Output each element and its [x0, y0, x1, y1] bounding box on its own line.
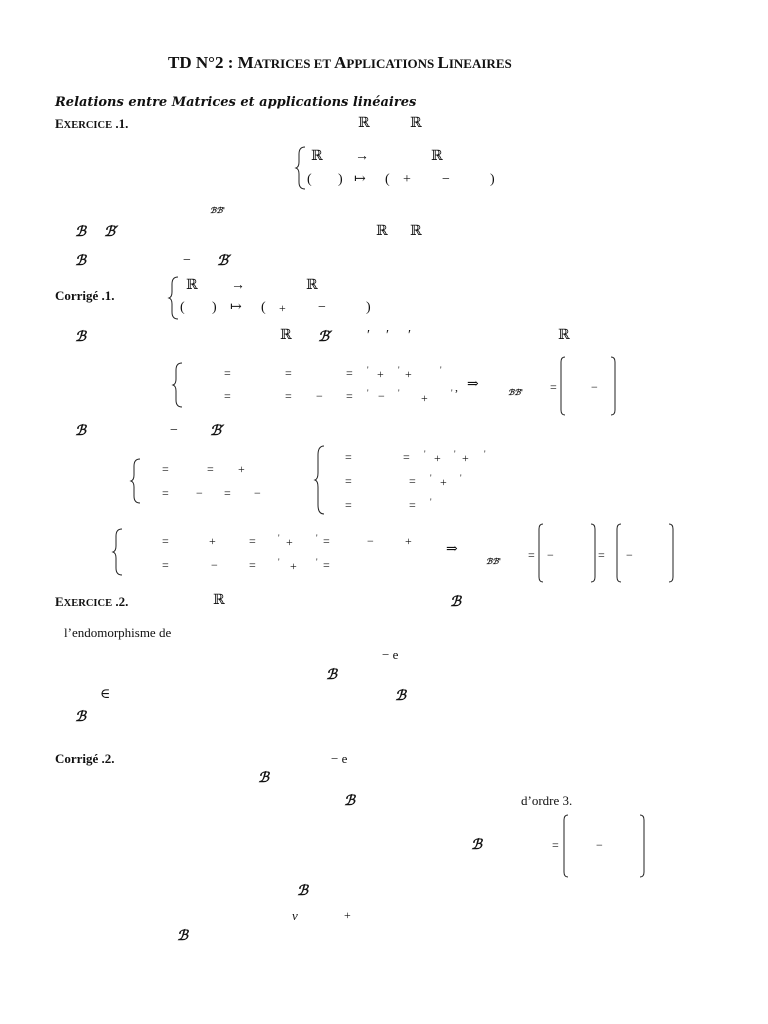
- cor1-sys4-brace: [112, 528, 124, 576]
- cor1-minus-2: −: [170, 423, 178, 438]
- cor1-s2-minus-2: −: [254, 486, 261, 500]
- ex1-B-2: ℬ: [75, 253, 87, 269]
- cor1-s2-minus-1: −: [196, 486, 203, 500]
- cor1-s1-apos-1: ': [367, 365, 369, 375]
- cor1-s4-apos-2: ': [316, 533, 318, 543]
- ex1-map-plus: +: [403, 172, 411, 187]
- cor1-s1-apos-6: ': [451, 388, 453, 398]
- ex1-map-mapsto: ↦: [354, 172, 366, 187]
- cor1-Bprime-2: ℬ′: [210, 423, 225, 439]
- cor1-map-open2: (: [261, 300, 266, 315]
- cor1-s4-minus-2: −: [211, 558, 218, 572]
- cor1-s1-apos-2: ': [398, 365, 400, 375]
- cor1-s4-plus-3: +: [405, 534, 412, 548]
- cor1-s4-implies: ⇒: [446, 542, 458, 557]
- cor1-s4-minus-1: −: [367, 534, 374, 548]
- ex1-map-codomain: ℝ: [431, 149, 443, 164]
- cor2-matrix-minus: −: [596, 838, 603, 852]
- exercice-2-label: EXERCICE .2.: [55, 594, 129, 609]
- cor2-eq: =: [552, 838, 559, 852]
- cor1-s1-apos-4: ': [367, 388, 369, 398]
- cor1-s4-eq-5: =: [249, 558, 256, 572]
- cor1-s1-eq-5: =: [285, 389, 292, 403]
- cor1-s1-eq-4: =: [224, 389, 231, 403]
- ex1-R-3: ℝ: [376, 224, 388, 239]
- ex1-minus: −: [183, 253, 191, 268]
- cor1-s3-eq-2: =: [403, 450, 410, 464]
- cor1-sys2-brace: [130, 458, 142, 504]
- cor2-plus: +: [344, 908, 351, 922]
- cor1-s3-eq-5: =: [345, 498, 352, 512]
- cor2-minus-e: − e: [331, 751, 348, 766]
- ex2-R: ℝ: [213, 593, 225, 608]
- cor1-s4-apos-1: ': [278, 533, 280, 543]
- cor1-s2-eq-2: =: [207, 462, 214, 476]
- cor1-s4-matrix2-minus: −: [626, 548, 633, 562]
- cor1-s4-matrix2-brackets: [616, 523, 674, 583]
- cor1-B-2: ℬ: [75, 423, 87, 439]
- cor1-s1-apos-3: ': [440, 365, 442, 375]
- cor1-s4-eq-8: =: [598, 548, 605, 562]
- cor1-map-codomain: ℝ: [306, 278, 318, 293]
- cor1-s4-eq-6: =: [323, 558, 330, 572]
- cor2-v: v: [292, 908, 298, 923]
- ex2-in: ∈: [100, 687, 111, 702]
- cor1-s1-minus-1: −: [316, 389, 323, 403]
- ex1-R-1: ℝ: [358, 116, 370, 131]
- cor1-s1-plus-3: +: [421, 391, 428, 405]
- cor1-s2-eq-4: =: [224, 486, 231, 500]
- cor1-map-minus: −: [318, 300, 326, 315]
- cor1-Bprime-1: ℬ′: [318, 329, 333, 345]
- ex1-Bprime: ℬ′: [104, 224, 119, 240]
- cor1-prime-3: ′: [408, 328, 412, 343]
- ex1-map-domain: ℝ: [311, 149, 323, 164]
- cor1-s3-eq-3: =: [345, 474, 352, 488]
- cor1-s3-apos-1: ': [424, 449, 426, 459]
- cor2-B-4: ℬ: [297, 883, 309, 899]
- ex1-sub-BB: ℬℬ': [210, 205, 226, 215]
- cor2-ordre: d’ordre 3.: [521, 793, 573, 808]
- cor1-s1-eq-7: =: [550, 380, 557, 394]
- cor1-s1-matrix-brackets: [560, 356, 616, 416]
- section-heading: Relations entre Matrices et applications linéaires: [55, 95, 417, 110]
- ex1-map-open: (: [307, 172, 312, 187]
- cor1-s4-eq-3: =: [323, 534, 330, 548]
- ex2-B-4: ℬ: [75, 709, 87, 725]
- ex2-B-2: ℬ: [326, 667, 338, 683]
- cor1-s3-apos-2: ': [454, 449, 456, 459]
- cor1-s4-matrix1-minus: −: [547, 548, 554, 562]
- cor1-R-1: ℝ: [280, 328, 292, 343]
- cor1-s3-plus-1: +: [434, 451, 441, 465]
- cor1-R-2: ℝ: [558, 328, 570, 343]
- ex1-R-4: ℝ: [410, 224, 422, 239]
- cor2-matrix-brackets: [563, 814, 645, 878]
- cor1-s4-plus-2: +: [286, 535, 293, 549]
- corrige-2-label: Corrigé .2.: [55, 751, 115, 766]
- exercice-1-label: EXERCICE .1.: [55, 116, 129, 131]
- cor1-s1-eq-6: =: [346, 389, 353, 403]
- cor1-map-open: (: [180, 300, 185, 315]
- ex2-minus-e: − e: [382, 647, 399, 662]
- cor1-prime-2: ′: [386, 328, 390, 343]
- cor1-s3-eq-6: =: [409, 498, 416, 512]
- cor1-s1-plus-1: +: [377, 367, 384, 381]
- cor1-map-plus: +: [279, 301, 286, 315]
- cor1-sys3-brace: [314, 445, 326, 515]
- cor1-s4-plus-4: +: [290, 559, 297, 573]
- cor1-map-arrow: →: [231, 278, 245, 293]
- ex2-B-1: ℬ: [450, 594, 462, 610]
- page-title: TD N°2 : MATRICES ET APPLICATIONS LINEAIRES: [168, 53, 512, 72]
- ex1-map-close2: ): [490, 172, 495, 187]
- cor1-s3-plus-3: +: [440, 475, 447, 489]
- cor1-s3-plus-2: +: [462, 451, 469, 465]
- ex1-Bprime-2: ℬ′: [217, 253, 232, 269]
- cor1-s2-eq-3: =: [162, 486, 169, 500]
- cor1-s1-implies: ⇒: [467, 377, 479, 392]
- cor1-sys1-brace: [172, 362, 184, 408]
- cor1-prime-1: ′: [367, 328, 371, 343]
- cor1-s3-eq-4: =: [409, 474, 416, 488]
- cor1-s4-apos-4: ': [316, 557, 318, 567]
- cor1-s1-matrix-minus: −: [591, 380, 598, 394]
- title-main: TD N°2 :: [168, 53, 238, 72]
- cor1-s3-apos-5: ': [460, 473, 462, 483]
- cor1-s1-eq-2: =: [285, 366, 292, 380]
- cor1-s1-plus-2: +: [405, 367, 412, 381]
- cor1-s3-apos-3: ': [484, 449, 486, 459]
- ex1-map-close: ): [338, 172, 343, 187]
- corrige-1-label: Corrigé .1.: [55, 288, 115, 303]
- cor1-s4-plus-1: +: [209, 534, 216, 548]
- cor1-s1-minus-2: −: [378, 389, 385, 403]
- cor1-s4-eq-1: =: [162, 534, 169, 548]
- cor1-s2-eq-1: =: [162, 462, 169, 476]
- cor1-s1-eq-1: =: [224, 366, 231, 380]
- ex2-B-3: ℬ: [395, 688, 407, 704]
- cor1-s4-apos-3: ': [278, 557, 280, 567]
- cor1-s1-comma: ,: [455, 380, 458, 394]
- cor1-s4-eq-7: =: [528, 548, 535, 562]
- cor1-s4-eq-4: =: [162, 558, 169, 572]
- ex1-map-open2: (: [385, 172, 390, 187]
- cor1-B-1: ℬ: [75, 329, 87, 345]
- cor1-map-mapsto: ↦: [230, 300, 242, 315]
- cor1-s2-plus-1: +: [238, 462, 245, 476]
- cor2-B-5: ℬ: [177, 928, 189, 944]
- ex1-map-minus: −: [442, 172, 450, 187]
- cor1-s4-eq-2: =: [249, 534, 256, 548]
- ex2-endo: l’endomorphisme de: [64, 625, 172, 640]
- cor1-s3-apos-6: ': [430, 497, 432, 507]
- cor1-s1-apos-5: ': [398, 388, 400, 398]
- cor1-s3-apos-4: ': [430, 473, 432, 483]
- cor1-s1-subBB: ℬℬ': [508, 387, 524, 397]
- cor1-s1-eq-3: =: [346, 366, 353, 380]
- cor1-map-brace: [168, 276, 180, 320]
- ex1-R-2: ℝ: [410, 116, 422, 131]
- cor1-s3-eq-1: =: [345, 450, 352, 464]
- cor1-map-close2: ): [366, 300, 371, 315]
- cor1-map-domain: ℝ: [186, 278, 198, 293]
- ex1-map-arrow: →: [355, 149, 369, 164]
- cor2-B-2: ℬ: [344, 793, 356, 809]
- cor2-B-3: ℬ: [471, 837, 483, 853]
- cor1-s4-subBB: ℬℬ': [486, 556, 502, 566]
- ex1-map-brace: [295, 146, 307, 190]
- cor2-B-1: ℬ: [258, 770, 270, 786]
- cor1-map-close: ): [212, 300, 217, 315]
- ex1-B: ℬ: [75, 224, 87, 240]
